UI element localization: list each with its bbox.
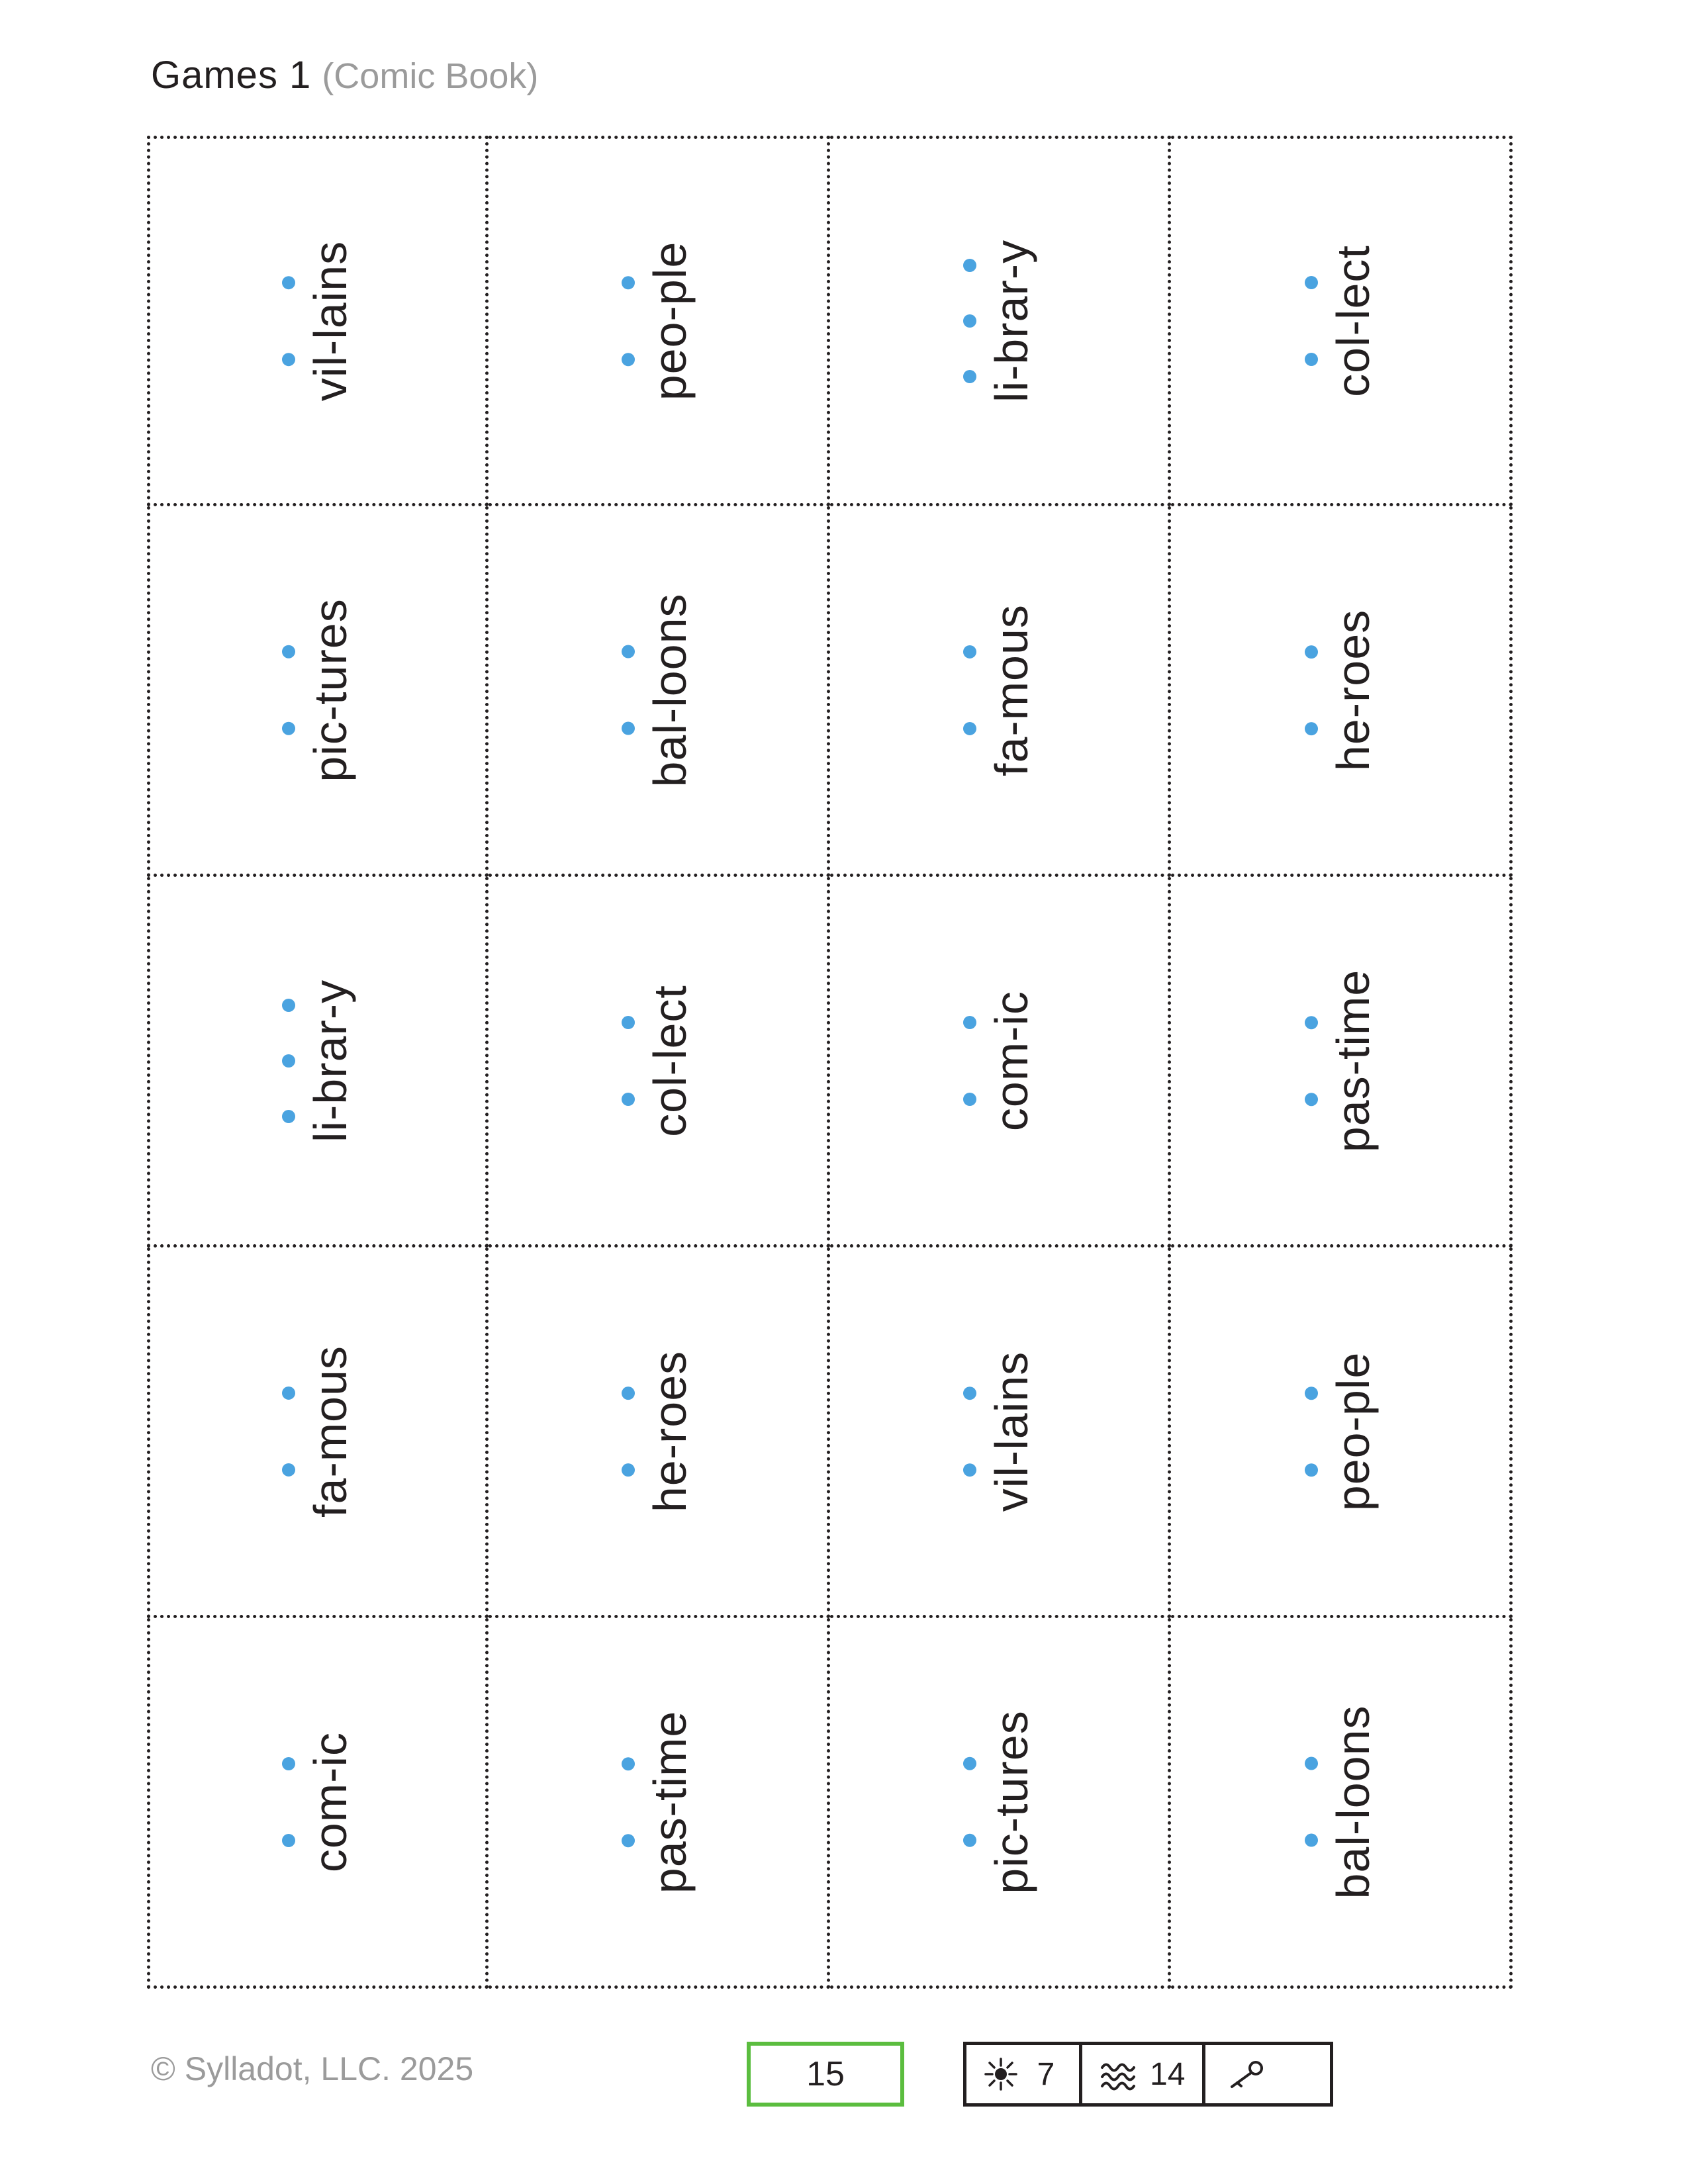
word-card[interactable] (489, 1248, 830, 1618)
meta-segment-key (1205, 2045, 1330, 2103)
copyright-text: © Sylladot, LLC. 2025 (151, 2050, 474, 2087)
word-card[interactable] (1171, 506, 1513, 877)
word-card-content (622, 984, 696, 1138)
word-card-content (282, 1345, 356, 1518)
word-label: pas-time (1327, 969, 1379, 1152)
syllable-dot (622, 1757, 635, 1770)
word-label: fa-mous (985, 604, 1037, 776)
syllable-dot (963, 722, 976, 735)
card-grid (147, 136, 1513, 1989)
syllable-dot (282, 276, 295, 289)
word-card[interactable] (489, 136, 830, 506)
word-label: pic-tures (304, 598, 356, 782)
word-card-content (622, 1350, 696, 1512)
syllable-dots (963, 1725, 976, 1879)
syllable-dots (1305, 614, 1318, 767)
word-label: li-brar-y (304, 979, 356, 1142)
page-number: 15 (806, 2055, 845, 2093)
syllable-dot (622, 1016, 635, 1029)
syllable-dots (1305, 244, 1318, 398)
syllable-dot (282, 353, 295, 366)
syllable-dot (963, 1093, 976, 1106)
word-card-content (963, 984, 1035, 1138)
sun-icon (984, 2057, 1018, 2091)
syllable-dot (622, 722, 635, 735)
syllable-dot (282, 1834, 295, 1847)
syllable-dot (963, 1834, 976, 1847)
word-card[interactable] (147, 506, 489, 877)
syllable-dots (963, 1355, 976, 1508)
word-card-content (963, 238, 1035, 404)
syllable-dot (963, 645, 976, 659)
word-card[interactable] (489, 877, 830, 1248)
syllable-dot (1305, 353, 1318, 366)
syllable-dot (1305, 1757, 1318, 1770)
meta-value-sun: 7 (1037, 2056, 1055, 2092)
syllable-dot (622, 276, 635, 289)
syllable-dots (963, 614, 976, 767)
word-card[interactable] (147, 136, 489, 506)
page-number-box (747, 2042, 904, 2107)
syllable-dot (1305, 1387, 1318, 1400)
word-card-content (1305, 609, 1379, 771)
syllable-dots (963, 238, 976, 404)
word-label: bal-loons (1327, 1704, 1379, 1899)
word-card[interactable] (1171, 1618, 1513, 1989)
word-label: li-brar-y (985, 239, 1037, 403)
syllable-dot (622, 1463, 635, 1477)
word-card-content (282, 598, 356, 782)
key-icon (1223, 2057, 1269, 2091)
word-card[interactable] (147, 1248, 489, 1618)
syllable-dots (622, 244, 635, 398)
word-card[interactable] (1171, 1248, 1513, 1618)
word-card-content (1305, 244, 1379, 398)
syllable-dot (963, 314, 976, 328)
syllable-dots (622, 1355, 635, 1508)
word-card-content (282, 978, 356, 1144)
syllable-dot (963, 259, 976, 272)
syllable-dots (622, 1725, 635, 1879)
syllable-dot (963, 1463, 976, 1477)
word-card-content (963, 1710, 1035, 1893)
word-card[interactable] (147, 877, 489, 1248)
syllable-dot (963, 370, 976, 383)
word-label: col-lect (644, 984, 696, 1137)
syllable-dots (282, 1355, 295, 1508)
word-label: he-roes (1327, 609, 1379, 771)
syllable-dot (282, 722, 295, 735)
syllable-dots (622, 984, 635, 1138)
word-card-content (622, 1710, 696, 1893)
syllable-dot (282, 645, 295, 659)
word-card[interactable] (147, 1618, 489, 1989)
syllable-dots (282, 1725, 295, 1879)
word-label: vil-lains (304, 240, 356, 402)
word-label: pas-time (644, 1710, 696, 1893)
word-card[interactable] (1171, 136, 1513, 506)
syllable-dots (1305, 1725, 1318, 1879)
syllable-dot (963, 1387, 976, 1400)
word-label: com-ic (985, 990, 1037, 1131)
syllable-dot (1305, 1834, 1318, 1847)
word-label: col-lect (1327, 245, 1379, 397)
word-label: pic-tures (985, 1709, 1037, 1894)
syllable-dot (282, 1110, 295, 1123)
word-label: bal-loons (644, 592, 696, 788)
page-footer (0, 2042, 1688, 2121)
word-card-content (1305, 1351, 1379, 1511)
syllable-dot (622, 353, 635, 366)
meta-value-waves: 14 (1150, 2056, 1186, 2092)
syllable-dots (282, 978, 295, 1144)
syllable-dot (622, 1387, 635, 1400)
word-card-content (963, 1351, 1035, 1511)
syllable-dot (963, 1016, 976, 1029)
word-card-content (622, 592, 696, 788)
word-label: peo-ple (1327, 1351, 1379, 1511)
word-card-content (963, 604, 1035, 776)
word-card[interactable] (830, 136, 1172, 506)
syllable-dots (282, 614, 295, 767)
syllable-dots (963, 984, 976, 1138)
word-card[interactable] (1171, 877, 1513, 1248)
syllable-dot (282, 1387, 295, 1400)
syllable-dots (1305, 984, 1318, 1138)
syllable-dot (282, 999, 295, 1012)
word-label: he-roes (644, 1350, 696, 1512)
word-card-content (1305, 1704, 1379, 1899)
meta-box (963, 2042, 1333, 2107)
syllable-dots (282, 244, 295, 398)
syllable-dot (1305, 722, 1318, 735)
syllable-dot (282, 1463, 295, 1477)
syllable-dots (622, 614, 635, 767)
word-card[interactable] (489, 1618, 830, 1989)
word-label: vil-lains (985, 1351, 1037, 1512)
page-title: Games 1 (151, 54, 312, 97)
syllable-dot (622, 1834, 635, 1847)
syllable-dot (282, 1054, 295, 1068)
word-card-content (622, 241, 696, 401)
page-header (151, 53, 538, 97)
word-label: com-ic (304, 1731, 356, 1872)
syllable-dot (622, 1093, 635, 1106)
word-card-content (1305, 969, 1379, 1152)
syllable-dot (1305, 1016, 1318, 1029)
syllable-dot (1305, 276, 1318, 289)
word-card[interactable] (830, 1618, 1172, 1989)
page-subtitle: (Comic Book) (322, 56, 539, 96)
word-card[interactable] (489, 506, 830, 877)
word-card-content (282, 1725, 356, 1879)
syllable-dot (963, 1757, 976, 1770)
syllable-dot (282, 1757, 295, 1770)
syllable-dot (1305, 645, 1318, 659)
syllable-dot (622, 645, 635, 659)
word-card[interactable] (830, 506, 1172, 877)
syllable-dot (1305, 1093, 1318, 1106)
meta-segment-waves (1082, 2045, 1205, 2103)
meta-segment-sun (966, 2045, 1082, 2103)
syllable-dots (1305, 1355, 1318, 1508)
word-card[interactable] (830, 1248, 1172, 1618)
waves-icon (1100, 2057, 1138, 2091)
syllable-dot (1305, 1463, 1318, 1477)
word-label: peo-ple (644, 241, 696, 401)
word-card[interactable] (830, 877, 1172, 1248)
word-label: fa-mous (304, 1345, 356, 1518)
word-card-content (282, 240, 356, 402)
